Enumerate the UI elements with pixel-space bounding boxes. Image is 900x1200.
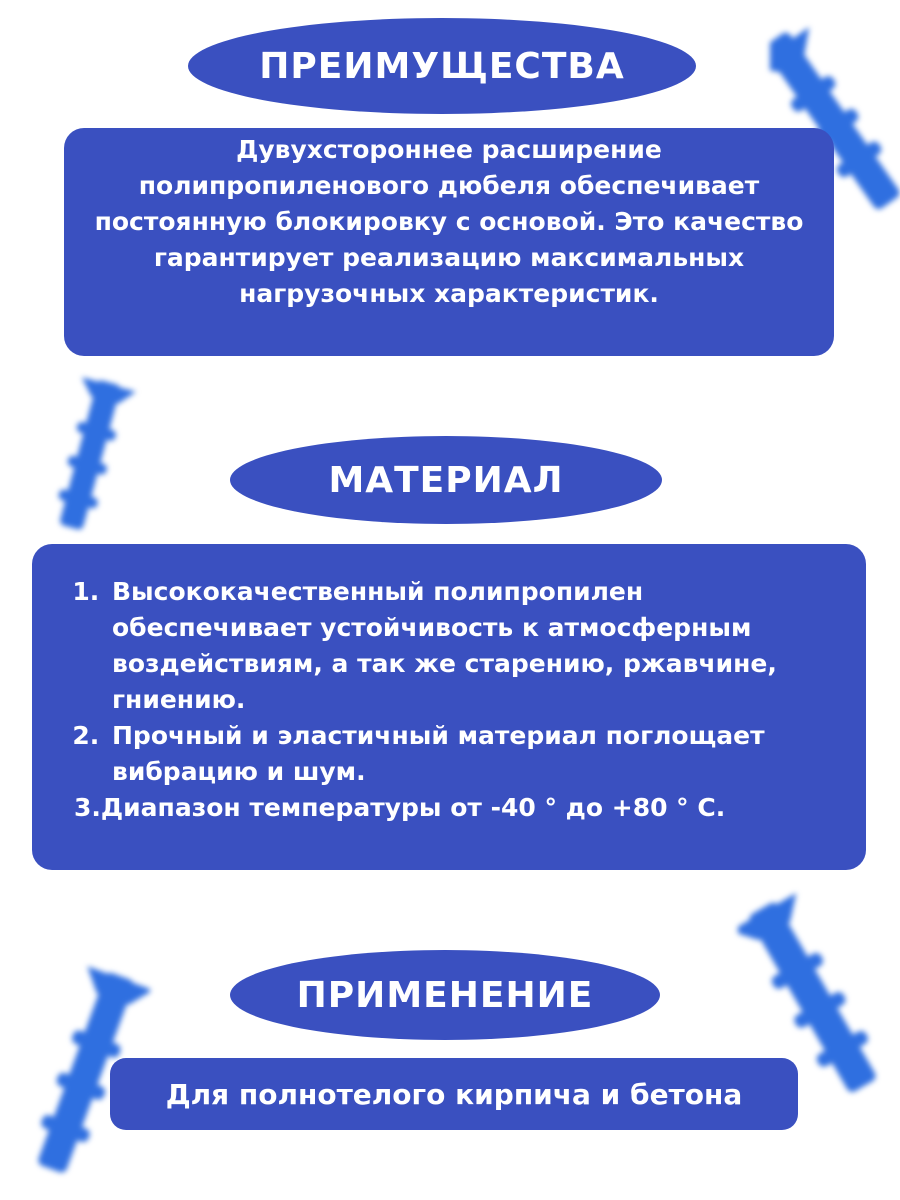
application-heading <box>230 950 660 1040</box>
application-title: ПРИМЕНЕНИЕ <box>296 974 594 1016</box>
material-heading <box>230 436 662 524</box>
application-text: Для полнотелого кирпича и бетона <box>165 1077 743 1111</box>
material-item-temperature: 3.Диапазон температуры от -40 ° до +80 ° С. <box>74 793 726 822</box>
advantages-text: Дувухстороннее расширение полипропиленового дюбеля обеспечивает постоянную блокировку с основой. Это качество гарантирует реализацию максимальных нагрузочных характеристик. <box>94 135 804 308</box>
dowel-icon <box>40 370 140 540</box>
advantages-title: ПРЕИМУЩЕСТВА <box>259 45 625 87</box>
advantages-heading <box>188 18 696 114</box>
advantages-panel <box>64 128 834 356</box>
material-list <box>72 574 836 790</box>
material-item: 2. Прочный и эластичный материал поглощает вибрацию и шум. <box>108 718 836 790</box>
material-panel <box>32 544 866 870</box>
material-item: 1. Высококачественный полипропилен обеспечивает устойчивость к атмосферным воздействиям, а так же старению, ржавчине, гниению. <box>108 574 836 718</box>
application-panel <box>110 1058 798 1130</box>
material-title: МАТЕРИАЛ <box>328 459 564 501</box>
